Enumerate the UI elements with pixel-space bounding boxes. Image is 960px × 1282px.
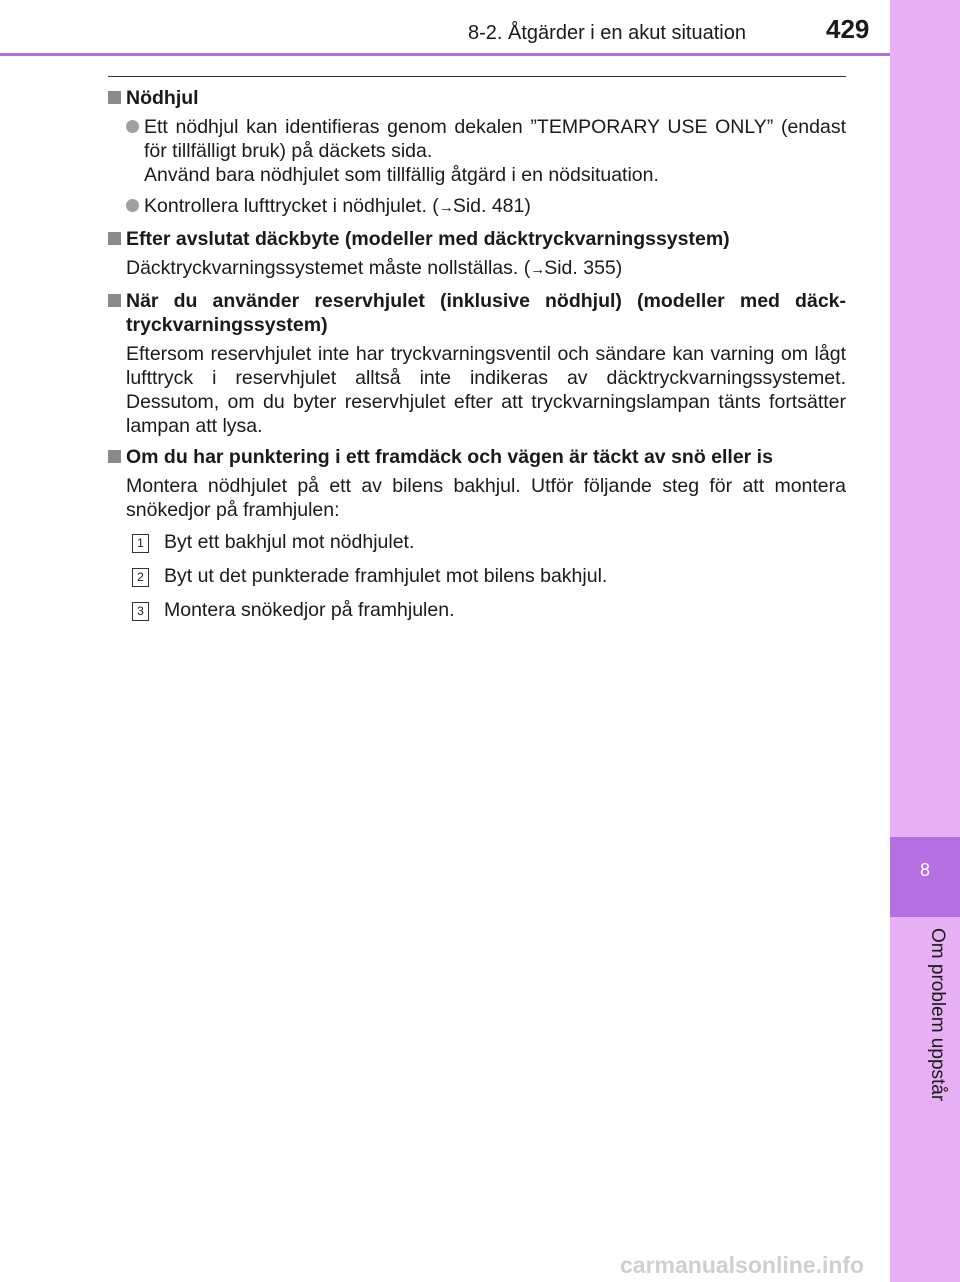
bullet-text: Kontrollera lufttrycket i nödhjulet. ( xyxy=(144,195,439,217)
step-item xyxy=(108,530,846,554)
step-number: 1 xyxy=(132,534,149,553)
arrow-right-icon: → xyxy=(438,199,453,216)
arrow-right-icon: → xyxy=(530,261,545,278)
step-text: Byt ett bakhjul mot nödhjulet. xyxy=(164,531,415,553)
square-bullet-icon xyxy=(108,294,121,307)
paragraph: Eftersom reservhjulet inte har tryckvarningsventil och sändare kan varning om lågt lufttryck i reservhjulet alltså inte indikeras av däcktryckvarningssystemet. Dessutom, om du byter reservhjulet efter att tryckvarningslampan tänts fortsätter lampan att lysa. xyxy=(126,343,846,437)
section-heading: Nödhjul xyxy=(108,86,846,110)
bullet-text: Ett nödhjul kan identifieras genom dekalen ”TEMPORARY USE ONLY” (endast för tillfälligt bruk) på däckets sida. xyxy=(144,116,846,162)
step-number: 3 xyxy=(132,602,149,621)
chapter-label: Om problem uppstår xyxy=(927,928,948,1102)
circle-bullet-icon xyxy=(126,120,139,133)
square-bullet-icon xyxy=(108,232,121,245)
square-bullet-icon xyxy=(108,91,121,104)
circle-bullet-icon xyxy=(126,199,139,212)
page-content xyxy=(108,86,846,632)
header-divider xyxy=(0,53,890,56)
header-title: 8-2. Åtgärder i en akut situation xyxy=(468,22,746,44)
watermark: carmanualsonline.info xyxy=(620,1252,865,1278)
page-number: 429 xyxy=(826,14,870,44)
paragraph: Montera nödhjulet på ett av bilens bakhjul. Utför följande steg för att montera snökedjor på framhjulen: xyxy=(126,475,846,521)
chapter-number: 8 xyxy=(919,860,930,880)
bullet-text: Använd bara nödhjulet som tillfällig åtgärd i en nödsituation. xyxy=(144,164,659,186)
paragraph: Däcktryckvarningssystemet måste nollställas. (→Sid. 355) xyxy=(126,257,623,279)
list-item xyxy=(108,115,846,187)
square-bullet-icon xyxy=(108,450,121,463)
step-item xyxy=(108,598,846,622)
step-number: 2 xyxy=(132,568,149,587)
step-item xyxy=(108,564,846,588)
section-rule xyxy=(108,76,846,77)
step-text: Byt ut det punkterade framhjulet mot bilens bakhjul. xyxy=(164,565,608,587)
list-item: Kontrollera lufttrycket i nödhjulet. (→Sid. 481) xyxy=(108,194,846,220)
section-heading: När du använder reservhjulet (inklusive nödhjul) (modeller med däck-tryckvarningssystem) xyxy=(108,289,846,337)
section-heading: Efter avslutat däckbyte (modeller med däcktryckvarningssystem) xyxy=(108,227,846,251)
page-reference-link[interactable]: Sid. 481 xyxy=(452,195,525,217)
section-heading: Om du har punktering i ett framdäck och vägen är täckt av snö eller is xyxy=(108,445,846,469)
page-reference-link[interactable]: Sid. 355 xyxy=(544,257,616,279)
step-text: Montera snökedjor på framhjulen. xyxy=(164,599,455,621)
